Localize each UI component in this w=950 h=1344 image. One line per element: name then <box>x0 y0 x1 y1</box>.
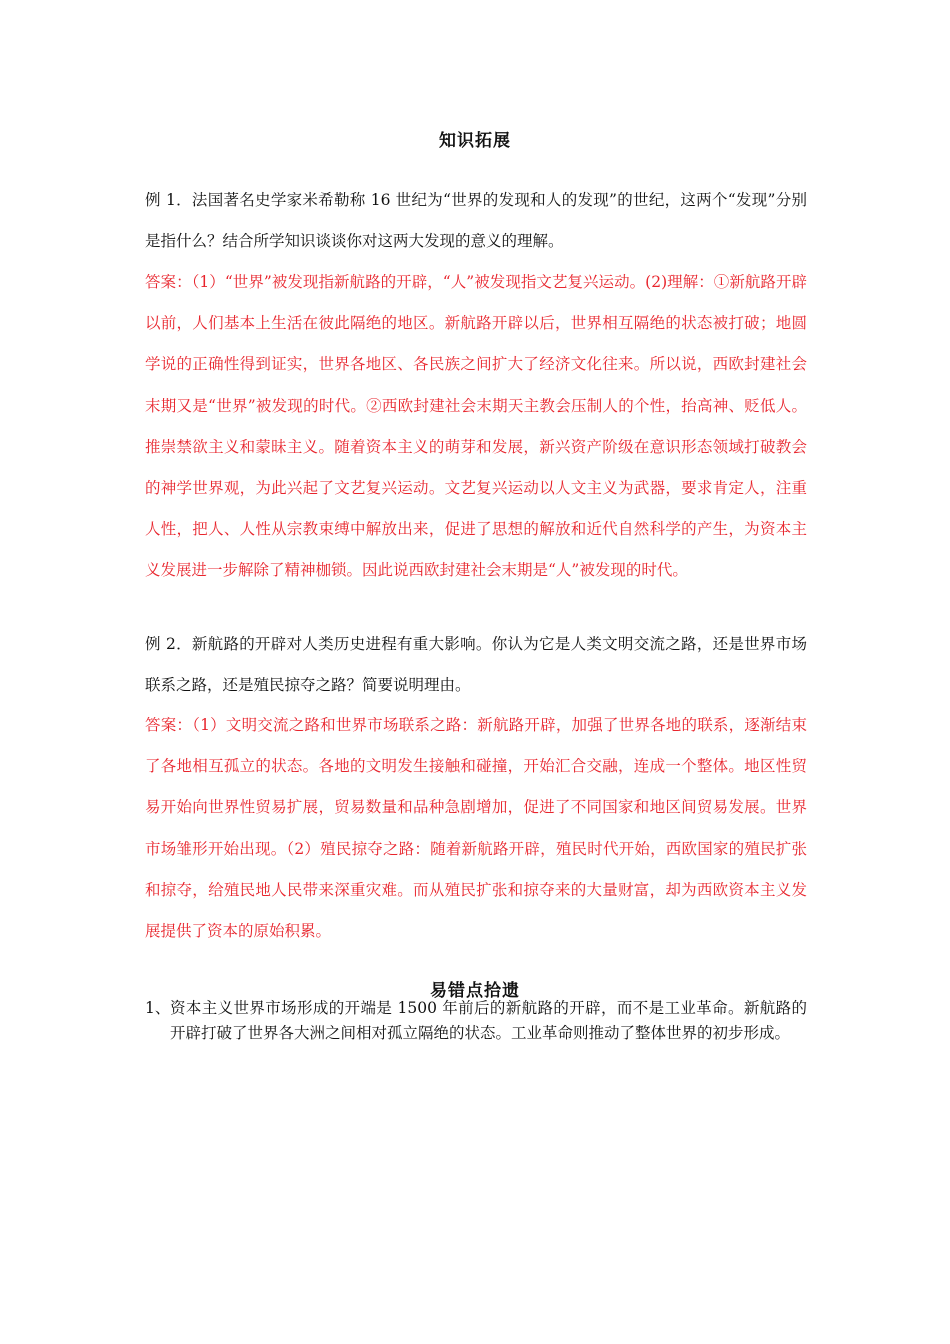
error-section-title: 易错点拾遗 <box>430 981 520 1001</box>
section-title: 知识拓展 <box>439 131 511 151</box>
example-2-answer: 答案：（1）文明交流之路和世界市场联系之路：新航路开辟，加强了世界各地的联系，逐渐结束了各地相互孤立的状态。各地的文明发生接触和碰撞，开始汇合交融，连成一个整体。地区性贸易开始向世界性贸易扩展，贸易数量和品种急剧增加，促进了不同国家和地区间贸易发展。世界市场雏形开始出现。（2）殖民掠夺之路：随着新航路开辟，殖民时代开始，西欧国家的殖民扩张和掠夺，给殖民地人民带来深重灾难。而从殖民扩张和掠夺来的大量财富，却为西欧资本主义发展提供了资本的原始积累。 <box>145 716 807 941</box>
example-1-question: 例 1．法国著名史学家米希勒称 16 世纪为“世界的发现和人的发现”的世纪，这两个“发现”分别是指什么？结合所学知识谈谈你对这两大发现的意义的理解。 <box>145 191 807 251</box>
error-note-text: 资本主义世界市场形成的开端是 1500 年前后的新航路的开辟，而不是工业革命。新航路的开辟打破了世界各大洲之间相对孤立隔绝的状态。工业革命则推动了整体世界的初步形成。 <box>170 999 807 1042</box>
example-1-answer: 答案：（1）“世界”被发现指新航路的开辟，“人”被发现指文艺复兴运动。(2)理解：①新航路开辟以前，人们基本上生活在彼此隔绝的地区。新航路开辟以后，世界相互隔绝的状态被打破；地圆学说的正确性得到证实，世界各地区、各民族之间扩大了经济文化往来。所以说，西欧封建社会末期又是“世界”被发现的时代。②西欧封建社会末期天主教会压制人的个性，抬高神、贬低人。推崇禁欲主义和蒙昧主义。随着资本主义的萌芽和发展，新兴资产阶级在意识形态领域打破教会的神学世界观，为此兴起了文艺复兴运动。文艺复兴运动以人文主义为武器，要求肯定人，注重人性，把人、人性从宗教束缚中解放出来，促进了思想的解放和近代自然科学的产生，为资本主义发展进一步解除了精神枷锁。因此说西欧封建社会末期是“人”被发现的时代。 <box>145 273 807 580</box>
error-note-item <box>145 996 807 1046</box>
example-2-question: 例 2．新航路的开辟对人类历史进程有重大影响。你认为它是人类文明交流之路，还是世界市场联系之路，还是殖民掠夺之路？简要说明理由。 <box>145 635 807 695</box>
error-note-number: 1、 <box>145 999 171 1017</box>
